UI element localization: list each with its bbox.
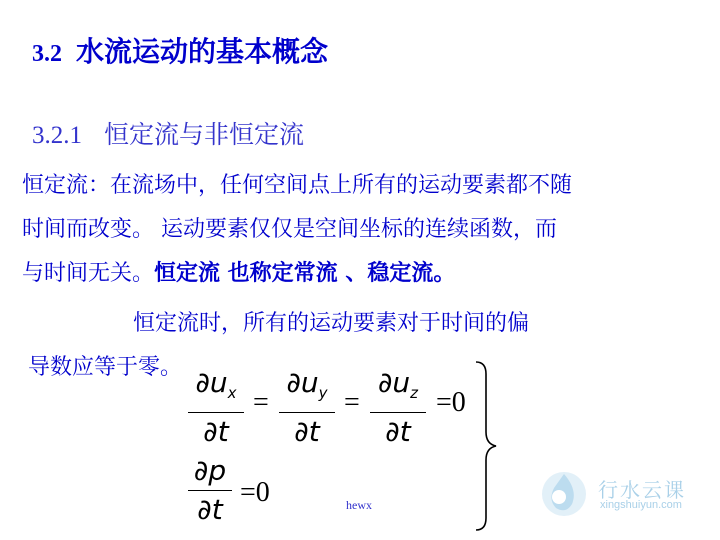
paragraph-line-3-bold: 恒定流 也称定常流 、稳定流。 (154, 261, 456, 286)
equals-zero-2: =0 (240, 477, 270, 508)
slide-title (32, 32, 392, 74)
footnote-author: hewx (346, 498, 372, 512)
fraction-bar (188, 490, 232, 491)
denominator-dt: ∂t (294, 415, 320, 448)
numerator-duy: $\partial u_y$ (286, 366, 328, 402)
title-number: 3.2 (32, 41, 62, 67)
numerator-duz: $\partial u_z$ (377, 366, 419, 402)
right-brace-icon (470, 360, 500, 532)
fraction-duy-dt (279, 366, 335, 449)
title-text: 水流运动的基本概念 (76, 35, 329, 68)
fraction-duz-dt (370, 366, 426, 449)
section-subtitle (32, 118, 304, 153)
denominator-dt: ∂t (385, 415, 411, 448)
logo-text: 行水云课 (598, 478, 686, 502)
numerator-dux: $\partial u_x$ (195, 366, 237, 402)
fraction-dp-dt (188, 454, 232, 527)
numerator-dp: ∂p (193, 454, 227, 487)
equals-sign-1: = (253, 387, 269, 418)
fraction-bar (370, 412, 426, 413)
fraction-dux-dt (188, 366, 244, 449)
paragraph-line-4: 恒定流时，所有的运动要素对于时间的偏 (133, 311, 530, 336)
paragraph-line-3-plain: 与时间无关。 (22, 261, 155, 286)
logo-url: xingshuiyun.com (600, 499, 682, 511)
fraction-bar (279, 412, 335, 413)
paragraph-line-3 (22, 252, 455, 296)
denominator-dt: ∂t (203, 415, 229, 448)
denominator-dt: ∂t (197, 493, 223, 526)
paragraph-line-2: 时间而改变。 运动要素仅仅是空间坐标的连续函数，而 (22, 217, 557, 242)
equals-sign-2: = (344, 387, 360, 418)
paragraph-line-5: 导数应等于零。 (28, 355, 183, 380)
fraction-bar (188, 412, 244, 413)
paragraph-line-1: 恒定流：在流场中，任何空间点上所有的运动要素都不随 (22, 173, 573, 198)
equals-zero-1: =0 (436, 387, 466, 418)
subtitle-text: 恒定流与非恒定流 (104, 120, 305, 149)
subtitle-number: 3.2.1 (32, 122, 82, 149)
